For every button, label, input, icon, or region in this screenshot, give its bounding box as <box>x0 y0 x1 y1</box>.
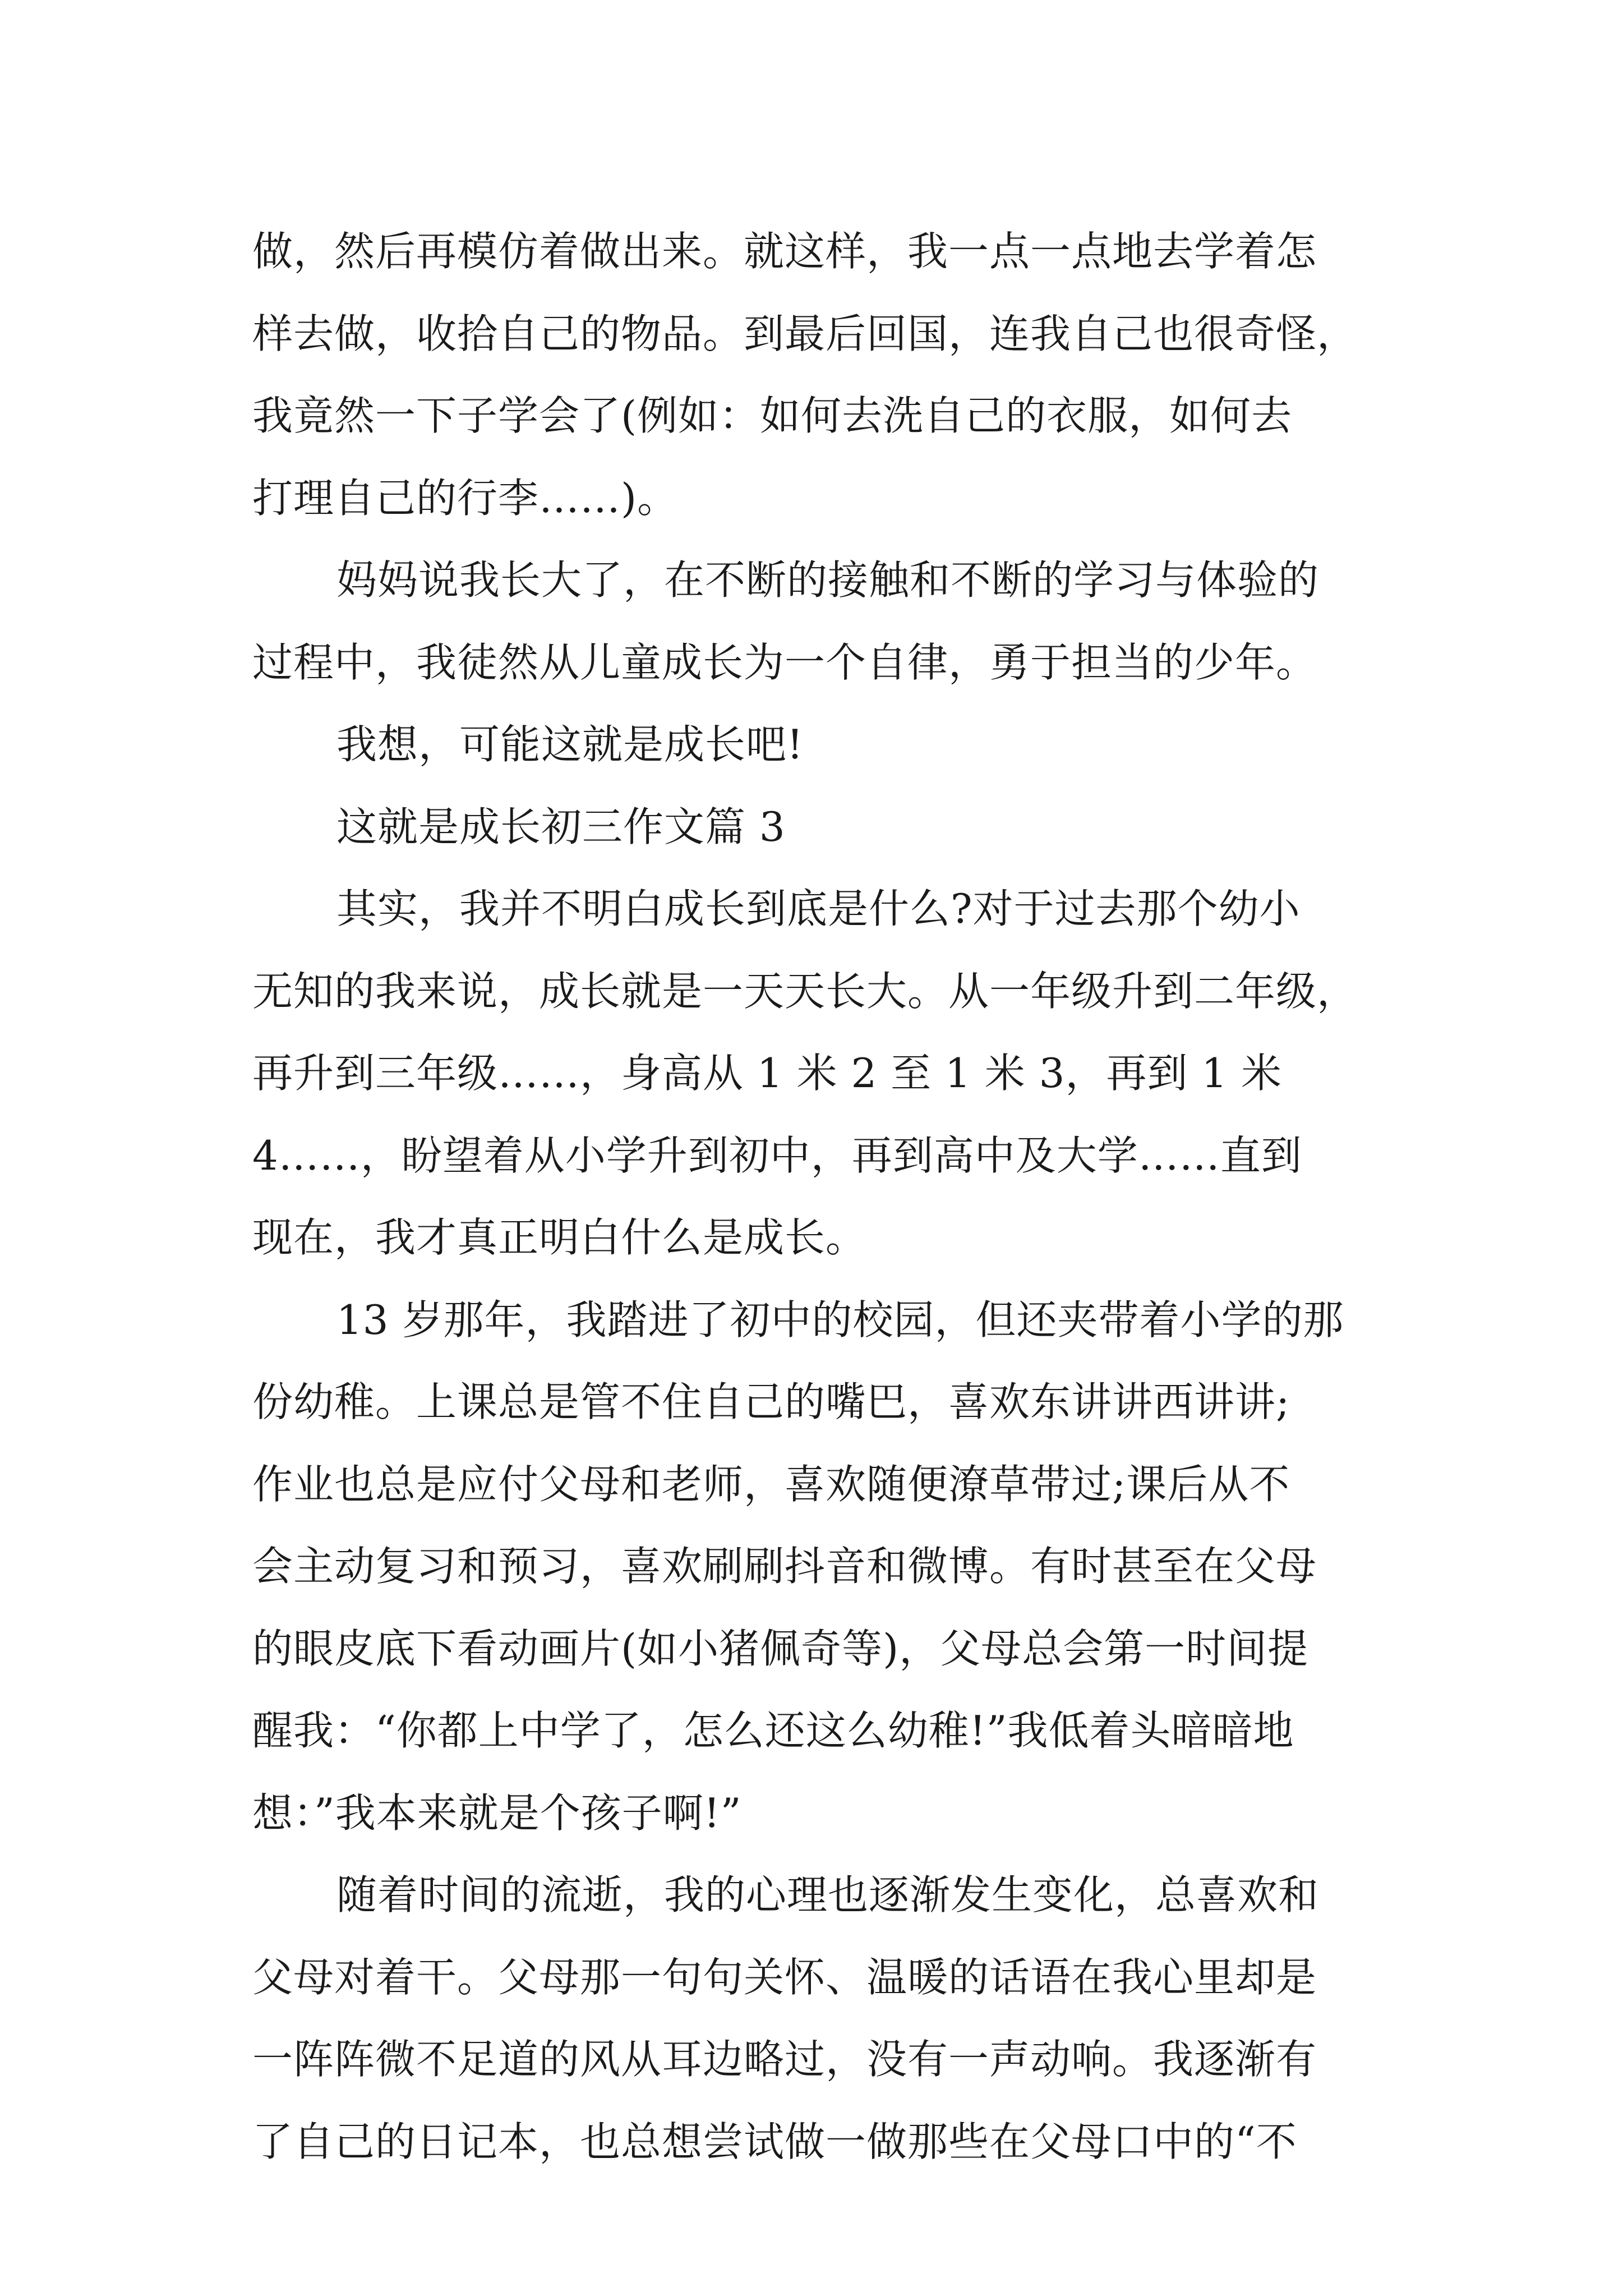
text-line: 做，然后再模仿着做出来。就这样，我一点一点地去学着怎 <box>252 228 1317 275</box>
text-line: 作业也总是应付父母和老师，喜欢随便潦草带过;课后从不 <box>252 1460 1290 1508</box>
text-line: 再升到三年级……，身高从 1 米 2 至 1 米 3，再到 1 米 <box>252 1050 1283 1097</box>
text-line: 4……，盼望着从小学升到初中，再到高中及大学……直到 <box>252 1131 1302 1179</box>
text-line: 13 岁那年，我踏进了初中的校园，但还夹带着小学的那 <box>336 1296 1344 1343</box>
text-line: 醒我：“你都上中学了，怎么还这么幼稚!”我低着头暗暗地 <box>252 1707 1294 1754</box>
text-line: 一阵阵微不足道的风从耳边略过，没有一声动响。我逐渐有 <box>252 2036 1317 2083</box>
text-line: 份幼稚。上课总是管不住自己的嘴巴，喜欢东讲讲西讲讲; <box>252 1378 1290 1425</box>
section-heading: 这就是成长初三作文篇 3 <box>336 803 786 850</box>
text-line: 我竟然一下子学会了(例如：如何去洗自己的衣服，如何去 <box>252 392 1293 439</box>
text-line: 了自己的日记本，也总想尝试做一做那些在父母口中的“不 <box>252 2118 1297 2165</box>
text-line: 其实，我并不明白成长到底是什么?对于过去那个幼小 <box>336 885 1301 932</box>
text-line: 随着时间的流逝，我的心理也逐渐发生变化，总喜欢和 <box>336 1871 1320 1918</box>
text-line: 我想，可能这就是成长吧! <box>336 721 804 768</box>
text-line: 过程中，我徒然从儿童成长为一个自律，勇于担当的少年。 <box>252 638 1317 686</box>
text-line: 父母对着干。父母那一句句关怀、温暖的话语在我心里却是 <box>252 1953 1317 2001</box>
text-line: 妈妈说我长大了，在不断的接触和不断的学习与体验的 <box>336 556 1320 604</box>
text-line: 打理自己的行李……)。 <box>252 474 679 522</box>
text-line: 样去做，收拾自己的物品。到最后回国，连我自己也很奇怪， <box>252 310 1358 357</box>
text-line: 的眼皮底下看动画片(如小猪佩奇等)，父母总会第一时间提 <box>252 1625 1309 1672</box>
body-text <box>252 210 1391 2183</box>
text-line: 无知的我来说，成长就是一天天长大。从一年级升到二年级， <box>252 967 1358 1015</box>
text-line: 现在，我才真正明白什么是成长。 <box>252 1214 867 1261</box>
text-line: 想：”我本来就是个孩子啊!” <box>252 1789 742 1837</box>
text-line: 会主动复习和预习，喜欢刷刷抖音和微博。有时甚至在父母 <box>252 1543 1317 1590</box>
